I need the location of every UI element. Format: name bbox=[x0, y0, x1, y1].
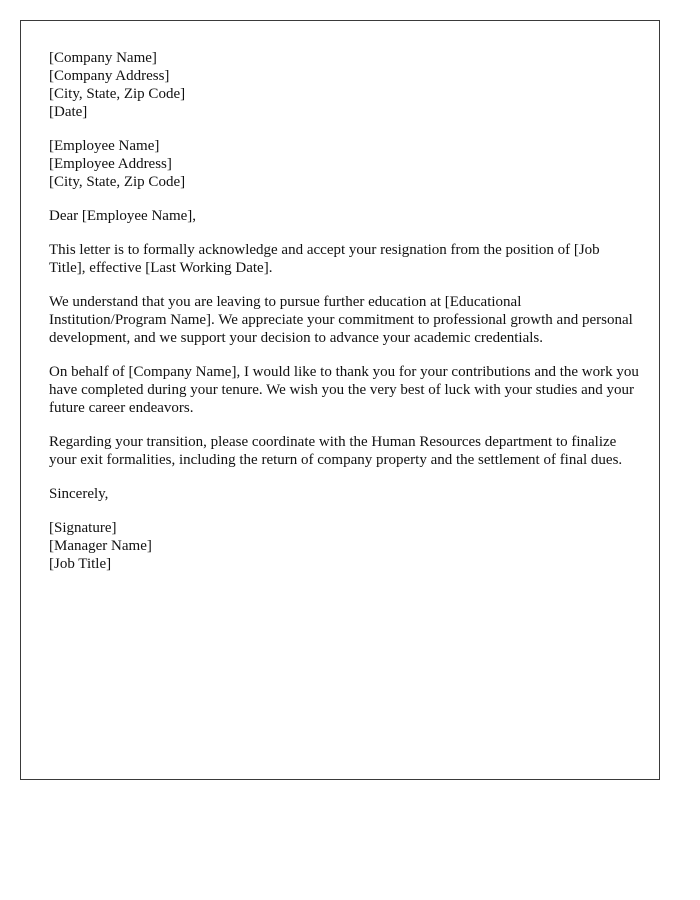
recipient-employee-address: [Employee Address] bbox=[49, 156, 172, 172]
body-paragraph-acknowledgement: This letter is to formally acknowledge and accept your resignation from the position of [Job Title], effective [Last Working Date]. bbox=[49, 242, 600, 276]
sender-company-name: [Company Name] bbox=[49, 50, 157, 66]
body-paragraph-transition: Regarding your transition, please coordinate with the Human Resources department to finalize your exit formalities, including the return of company property and the settlement of final dues. bbox=[49, 434, 623, 468]
sender-company-address: [Company Address] bbox=[49, 68, 170, 84]
recipient-employee-name: [Employee Name] bbox=[49, 138, 160, 154]
body-paragraph-thanks: On behalf of [Company Name], I would like to thank you for your contributions and the work you have completed during your tenure. We wish you the very best of luck with your studies and your future career endeavors. bbox=[49, 364, 639, 416]
manager-name: [Manager Name] bbox=[49, 538, 152, 554]
signature-placeholder: [Signature] bbox=[49, 520, 117, 536]
salutation: Dear [Employee Name], bbox=[49, 208, 197, 224]
body-paragraph-education: We understand that you are leaving to pursue further education at [Educational Institution/Program Name]. We appreciate your commitment to professional growth and personal development, and we support your decision to advance your academic credentials. bbox=[49, 294, 633, 346]
sender-city-state-zip: [City, State, Zip Code] bbox=[49, 86, 186, 102]
sender-address-block bbox=[49, 49, 631, 121]
letter-date: [Date] bbox=[49, 104, 88, 120]
closing: Sincerely, bbox=[49, 486, 109, 502]
signature-block bbox=[49, 519, 631, 573]
recipient-address-block bbox=[49, 137, 631, 191]
letter-page bbox=[20, 20, 660, 780]
recipient-city-state-zip: [City, State, Zip Code] bbox=[49, 174, 186, 190]
letter-body bbox=[49, 241, 639, 469]
manager-job-title: [Job Title] bbox=[49, 556, 112, 572]
